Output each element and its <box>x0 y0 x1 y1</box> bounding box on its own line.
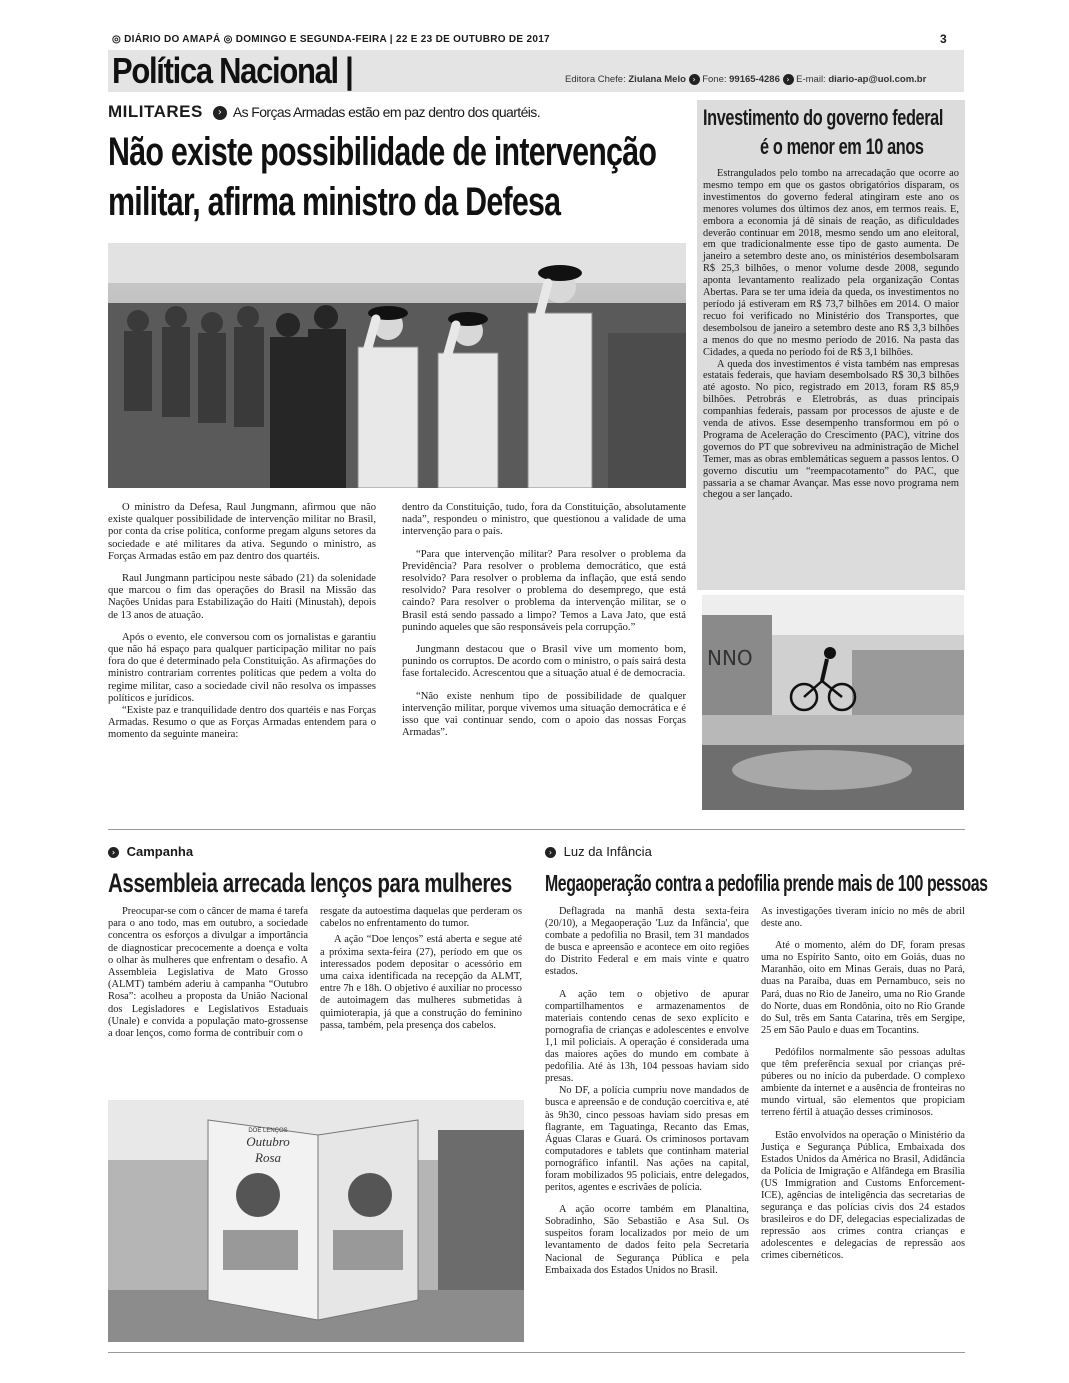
section-divider <box>108 829 965 830</box>
campanha-column-2 <box>320 906 522 1032</box>
editor-info <box>565 74 926 85</box>
lead-paragraph: “Existe paz e tranquilidade dentro dos quartéis e nas Forças Armadas. Resumo o que as Forças Armadas entendem para o momento da seguinte maneira: <box>108 705 376 741</box>
arrow-icon: › <box>108 847 119 858</box>
arrow-icon: › <box>689 74 700 85</box>
campanha-headline: Assembleia arrecada lenços para mulheres <box>108 868 512 898</box>
arrow-icon: › <box>213 106 227 120</box>
donation-box-label <box>223 1128 313 1166</box>
donation-box-line2: Outubro <box>246 1134 290 1149</box>
lead-column-1 <box>108 502 376 742</box>
campanha-column-1 <box>108 906 308 1040</box>
luz-paragraph: A ação tem o objetivo de apurar compartilhamentos e armazenamentos de materiais contendo cenas de sexo explícito e pornografia de crianças e adolescentes e envolve 1,1 mil policiais. A operação é considerada uma das maiores ações do mundo em combate à pedofilia. Até às 13h, 104 pessoas haviam sido presas. <box>545 988 749 1085</box>
sidebar-paragraph: Estrangulados pelo tombo na arrecadação que ocorre ao mesmo tempo em que os gastos obrigatórios disparam, os investimentos do governo federal atingiram este ano os menores volumes dos últimos dez anos, em termos reais. E, embora a economia já dê sinais de reação, as dificuldades deverão continuar em 2018, mesmo sendo um ano eleitoral, em que tradicionalmente esse tipo de gasto aumenta. De janeiro a setembro deste ano, os ministérios desembolsaram R$ 25,3 bilhões, o menor volume desde 2008, segundo aponta levantamento realizado pela organização Contas Abertas. Para se ter uma ideia da queda, os investimentos no período já estiveram em R$ 73,7 bilhões em 2014. O maior recuo foi verificado no Ministério dos Transportes, que desembolsou de janeiro a setembro deste ano R$ 3,3 bilhões a menos do que no mesmo período de 2016. Na pasta das Cidades, a queda no período foi de R$ 3,1 bilhões. <box>703 168 959 358</box>
lead-kicker-label: MILITARES <box>108 102 203 121</box>
globe-icon: ◎ <box>223 34 233 45</box>
sidebar-text <box>703 168 959 501</box>
arrow-icon: › <box>545 847 556 858</box>
campanha-kicker <box>108 844 193 859</box>
campanha-paragraph: Preocupar-se com o câncer de mama é tarefa para o ano todo, mas em outubro, a sociedade concentra os esforços a divulgar a importância de diagnosticar precocemente a doença e volta o olhar às mulheres que enfrentam o desafio. A Assembleia Legislativa de Mato Grosso (ALMT) também aderiu à campanha “Outubro Rosa”: acolheu a proposta da União Nacional dos Legisladores e Legislativos Estaduais (Unale) e convida a população mato-grossense a doar lenços, como forma de contribuir com o <box>108 906 308 1040</box>
globe-icon: ◎ <box>112 34 122 45</box>
lead-paragraph: Após o evento, ele conversou com os jornalistas e garantiu que não há espaço para qualquer participação militar no país fora do que é determinado pela Constituição. As afirmações do ministro contrariam correntes políticas que pedem a volta do regime militar, caso a sociedade civil não resolva os impasses políticos e jurídicos. <box>108 631 376 704</box>
campanha-kicker-label: Campanha <box>126 844 194 859</box>
publication-date: 22 E 23 DE OUTUBRO DE 2017 <box>395 34 550 45</box>
editor-label: Editora Chefe: <box>565 74 626 86</box>
donation-box-image <box>108 1100 524 1342</box>
lead-kicker <box>108 102 540 122</box>
paper-name: DIÁRIO DO AMAPÁ <box>124 34 221 45</box>
luz-paragraph: Até o momento, além do DF, foram presas uma no Espírito Santo, oito em Goiás, duas no Maranhão, oito em Minas Gerais, duas no Pará, duas na Paraíba, duas em Pernambuco, seis no Pará, duas no Rio de Janeiro, uma no Rio Grande do Norte, duas em Rondônia, oito no Rio Grande do Sul, três em Santa Catarina, três em Sergipe, 25 em São Paulo e duas em Tocantins. <box>761 940 965 1036</box>
campanha-photo <box>108 1100 524 1342</box>
page-number: 3 <box>940 32 947 46</box>
email-label: E-mail: <box>796 74 826 86</box>
luz-column-2 <box>761 906 965 1263</box>
editor-name: Ziulana Melo <box>628 74 686 86</box>
luz-paragraph: A ação ocorre também em Planaltina, Sobradinho, São Sebastião e Asa Sul. Os suspeitos foram localizados por meio de um levantamento de dados feito pela Secretaria Nacional de Segurança Pública e pela Embaixada dos Estados Unidos no Brasil. <box>545 1204 749 1276</box>
campanha-paragraph: resgate da autoestima daquelas que perderam os cabelos no enfrentamento do tumor. <box>320 906 522 930</box>
email-address: diario-ap@uol.com.br <box>828 74 927 86</box>
campanha-paragraph: A ação “Doe lenços” está aberta e segue até a próxima sexta-feira (27), período em que os interessados podem depositar o acessório em uma caixa identificada na recepção da ALMT, entre 7h e 18h. O objetivo é auxiliar no processo de autoimagem das mulheres submetidas à quimioterapia, já que a construção do feminino passa, também, pela presença dos cabelos. <box>320 934 522 1031</box>
lead-paragraph: “Para que intervenção militar? Para resolver o problema da Previdência? Para resolver o problema democrático, que está resolvido? Para resolver o problema da inflação, que está sendo resolvido? Para resolver o problema do desemprego, que está caindo? Para resolver o problema da intervenção militar, se o Brasil está sendo passado a limpo? Temos a Lava Jato, que está punindo aqueles que são responsáveis pela corrupção.” <box>402 548 686 633</box>
donation-box-line3: Rosa <box>255 1150 281 1165</box>
section-title: Política Nacional | <box>112 50 353 91</box>
luz-paragraph: Pedófilos normalmente são pessoas adultas que têm preferência sexual por crianças pré-púberes ou no início da puberdade. O complexo ambiente da internet e a ausência de fronteiras no mundo virtual, são elementos que propiciam terreno fértil à atuação desses criminosos. <box>761 1046 965 1119</box>
child-on-bicycle-image <box>702 595 964 810</box>
luz-kicker-label: Luz da Infância <box>563 844 652 859</box>
luz-paragraph: Deflagrada na manhã desta sexta-feira (20/10), a Megaoperação 'Luz da Infância', que combate a pedofilia no Brasil, tem 31 mandados de busca e apreensão e acontece em oito regiões do Distrito Federal e em mais vinte e quatro estados. <box>545 906 749 978</box>
lead-photo <box>108 243 686 488</box>
luz-kicker <box>545 844 652 859</box>
lead-paragraph: Raul Jungmann participou neste sábado (21) da solenidade que marcou o fim das operações do Brasil na Missão das Nações Unidas para Estabilização do Haiti (Minustah), depois de 13 anos de atuação. <box>108 573 376 621</box>
lead-paragraph: Jungmann destacou que o Brasil vive um momento bom, punindo os corruptos. De acordo com o ministro, o país sairá desta fase fortalecido. Acrescentou que a situação atual é de democracia. <box>402 644 686 680</box>
sidebar-headline-1: Investimento do governo federal <box>703 105 944 130</box>
luz-column-1 <box>545 906 749 1277</box>
lead-headline-2: militar, afirma ministro da Defesa <box>108 180 561 224</box>
luz-paragraph: Estão envolvidos na operação o Ministério da Justiça e Segurança Pública, Embaixada dos Estados Unidos da América no Brasil, Adidância da Polícia de Imigração e Alfândega em Brasília (US Immigration and Customs Enforcement-ICE), agências de inteligência das secretarias de segurança e das polícias civis dos 24 estados brasileiros e do DF, delegacias especializadas de repressão aos crimes contra crianças e adolescentes e delegacias de repressão aos crimes cibernéticos. <box>761 1129 965 1262</box>
lead-kicker-sub: As Forças Armadas estão em paz dentro dos quartéis. <box>232 104 540 120</box>
sidebar-paragraph: A queda dos investimentos é vista também nas empresas estatais federais, que haviam desembolsado R$ 30,3 bilhões até agosto. No pico, registrado em 2013, foram R$ 85,9 bilhões. Petrobrás e Eletrobrás, as duas principais companhias federais, passam por processos de ajuste e de venda de ativos. Esse desempenho transformou em pó o Programa de Aceleração do Crescimento (PAC), vitrine dos governos do PT que sobreviveu na administração de Michel Temer, mas as obras emblemáticas seguem a passos lentos. O governo discutiu um “reempacotamento” do PAC, que passaria a se chamar Avançar. Mas esse novo programa nem chegou a ser lançado. <box>703 358 959 501</box>
luz-headline: Megaoperação contra a pedofilia prende mais de 100 pessoas <box>545 870 988 896</box>
lead-paragraph: dentro da Constituição, tudo, fora da Constituição, absolutamente nada”, respondeu o ministro, que questionou a validade de uma intervenção para o país. <box>402 502 686 538</box>
publication-days: DOMINGO E SEGUNDA-FEIRA <box>235 34 387 45</box>
luz-paragraph: As investigações tiveram início no mês de abril deste ano. <box>761 906 965 930</box>
svg-text:NNO: NNO <box>707 646 753 670</box>
masthead-line: ◎ DIÁRIO DO AMAPÁ ◎ DOMINGO E SEGUNDA-FEIRA | 22 E 23 DE OUTUBRO DE 2017 <box>112 34 550 45</box>
arrow-icon: › <box>783 74 794 85</box>
sidebar-photo <box>702 595 964 810</box>
donation-box-line1: DOE LENÇOS <box>248 1128 288 1134</box>
officers-saluting-image <box>108 243 686 488</box>
lead-paragraph: O ministro da Defesa, Raul Jungmann, afirmou que não existe qualquer possibilidade de intervenção militar no Brasil, por conta da crise política, conforme pregam alguns setores da sociedade e até militares da ativa. Segundo o ministro, as Forças Armadas estão em paz dentro dos quartéis. <box>108 502 376 562</box>
page-bottom-rule <box>108 1352 965 1353</box>
phone-number: 99165-4286 <box>729 74 780 86</box>
lead-paragraph: “Não existe nenhum tipo de possibilidade de qualquer intervenção militar, porque vivemos uma situação democrática e é isso que vai continuar sendo, com o apoio das nossas Forças Armadas”. <box>402 690 686 739</box>
lead-headline-1: Não existe possibilidade de intervenção <box>108 130 657 174</box>
sidebar-headline-2: é o menor em 10 anos <box>760 134 924 159</box>
phone-label: Fone: <box>702 74 727 86</box>
lead-column-2 <box>402 502 686 749</box>
luz-paragraph: No DF, a polícia cumpriu nove mandados de busca e apreensão e de condução coercitiva e, até às 9h30, cinco pessoas haviam sido presas em flagrante, em Taguatinga, Recanto das Emas, Águas Claras e Guará. Os criminosos portavam computadores e tablets que continham material pornográfico infantil. Nas ações na capital, foram mobilizados 95 policiais, entre delegados, peritos, agentes e escrivães de polícia. <box>545 1085 749 1194</box>
